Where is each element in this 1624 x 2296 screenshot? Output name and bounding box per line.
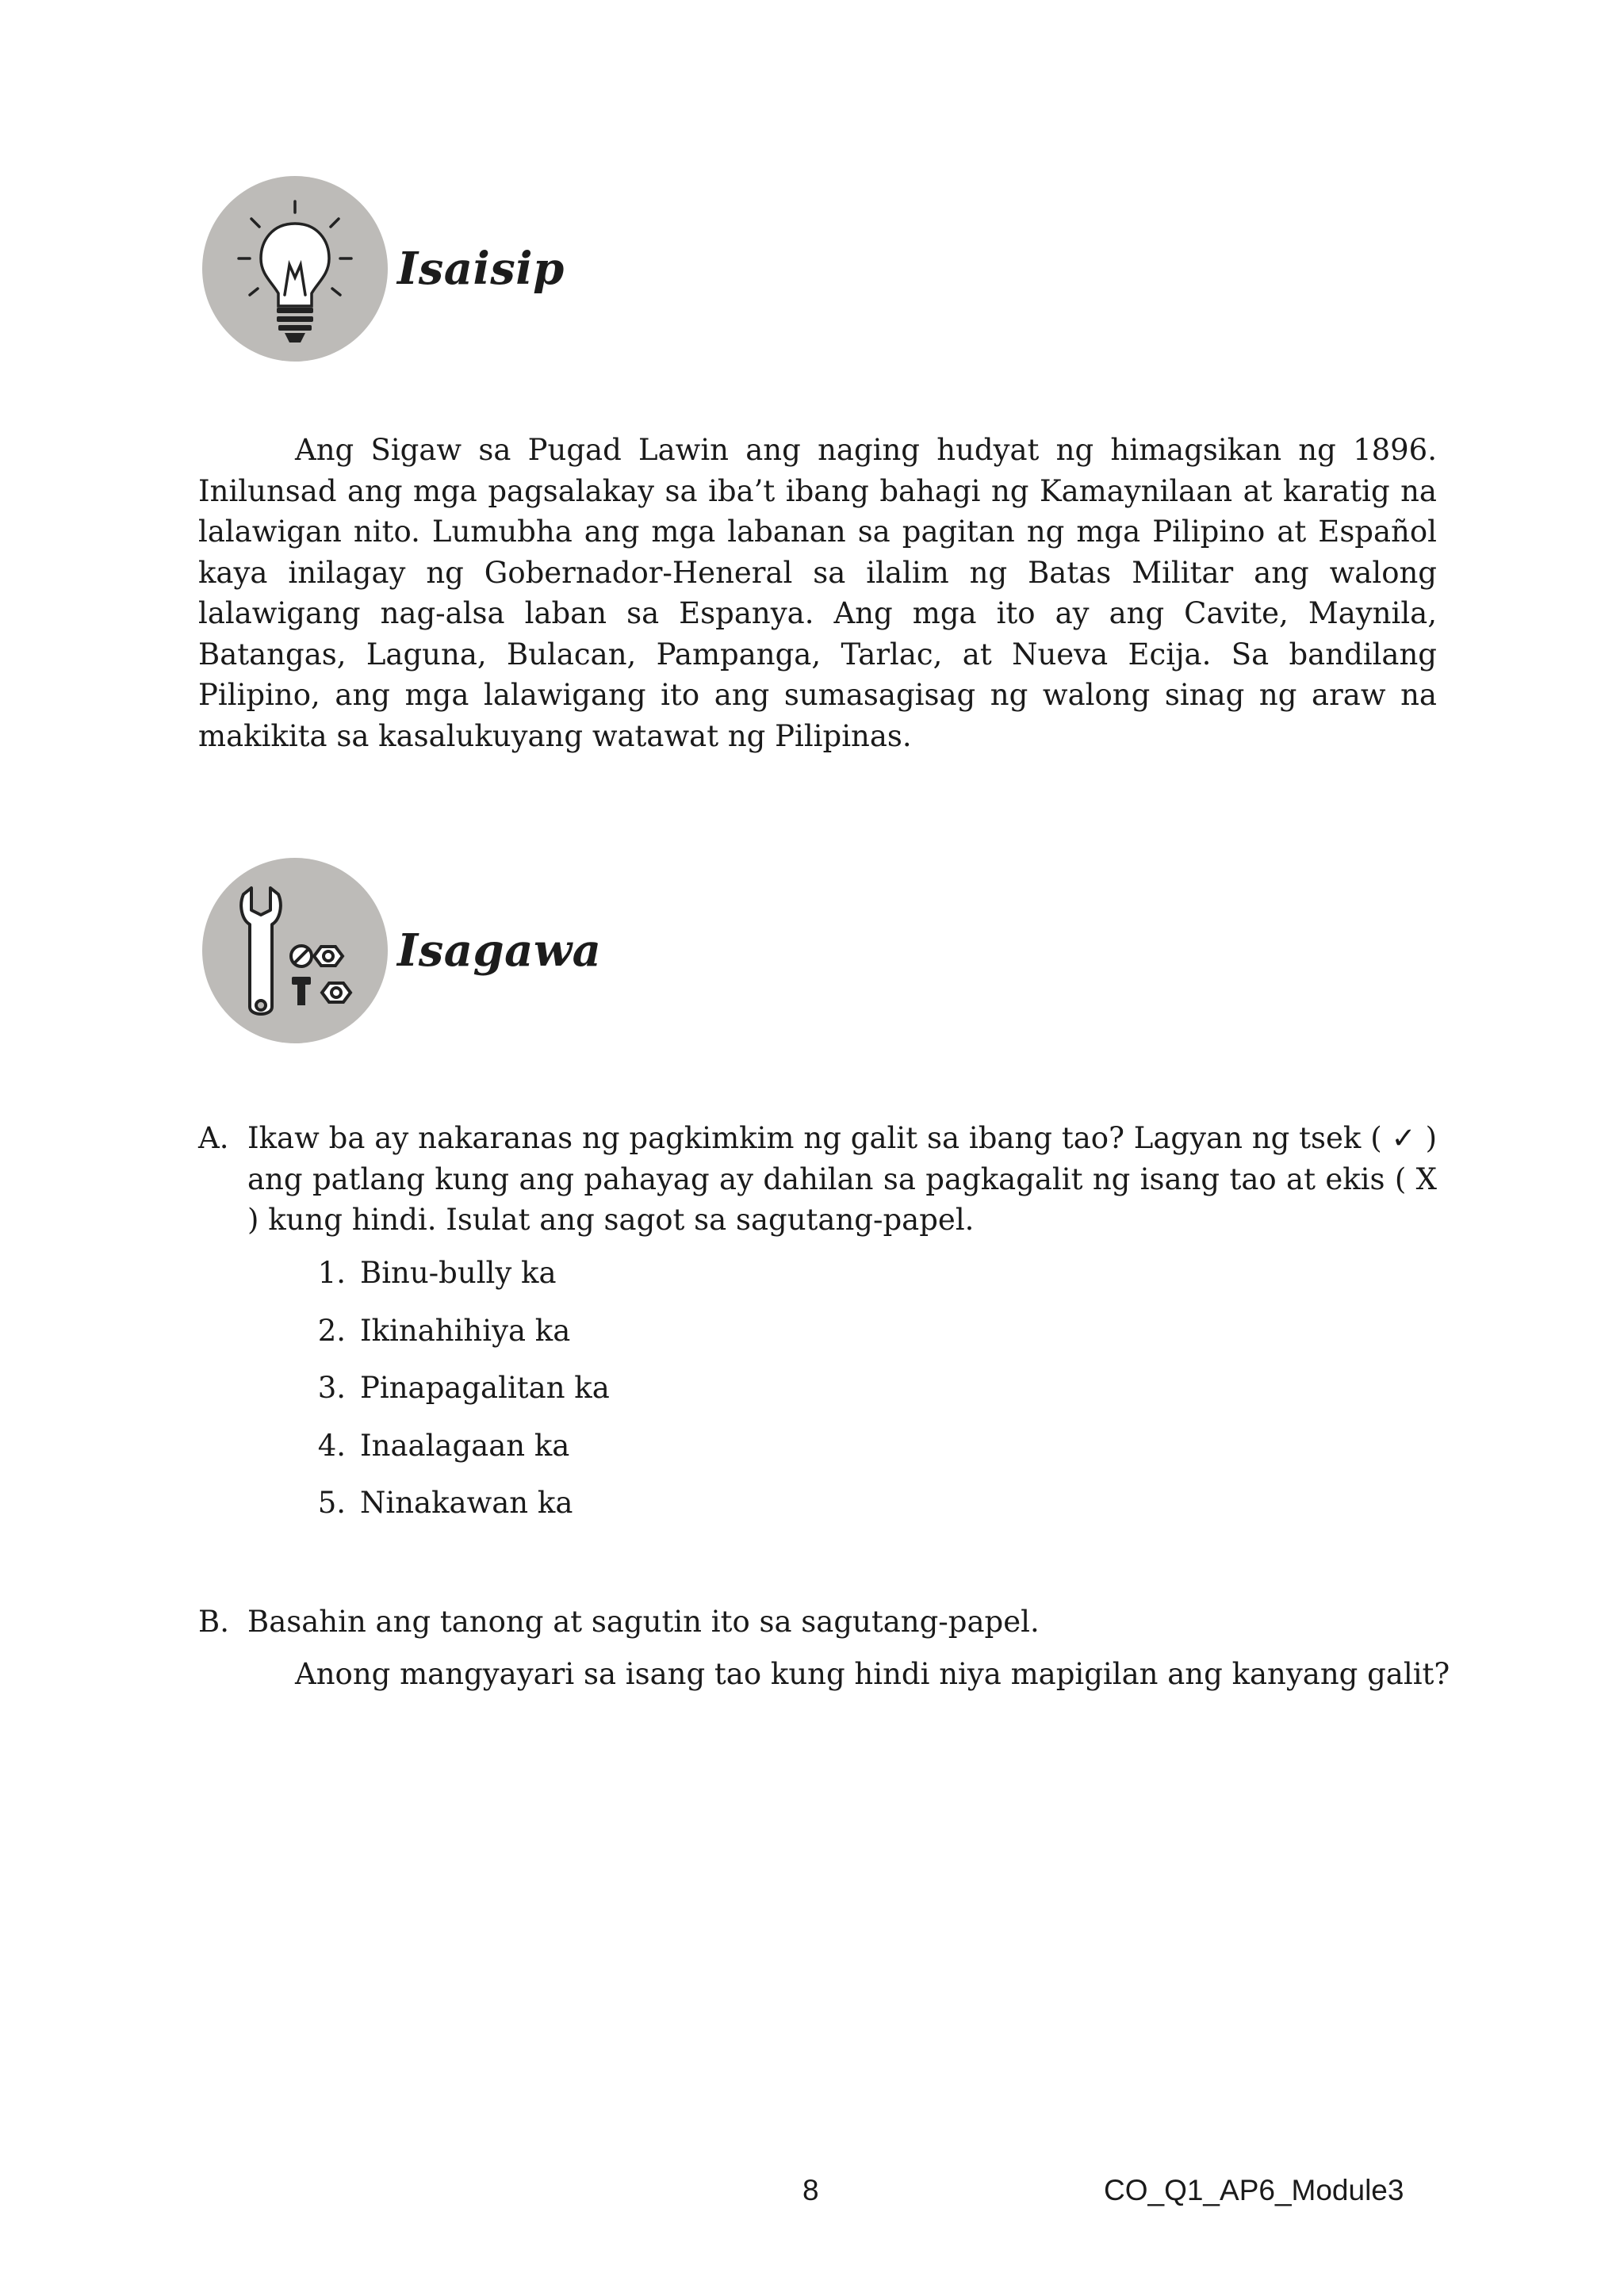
item-text: Ninakawan ka — [360, 1486, 573, 1520]
activity-part-b — [198, 1601, 1437, 1643]
part-a-items — [295, 1254, 610, 1542]
module-code: CO_Q1_AP6_Module3 — [1104, 2174, 1404, 2206]
tools-icon — [202, 858, 388, 1043]
item-text: Inaalagaan ka — [360, 1428, 570, 1463]
isaisip-header — [202, 176, 565, 362]
item-text: Pinapagalitan ka — [360, 1371, 610, 1405]
activity-part-a — [198, 1118, 1437, 1241]
list-item — [295, 1427, 610, 1485]
part-b-question: Anong mangyayari sa isang tao kung hindi niya mapigilan ang kanyang galit? — [295, 1657, 1450, 1691]
list-item — [295, 1254, 610, 1312]
part-a-letter: A. — [198, 1121, 229, 1155]
item-number: 2. — [317, 1313, 346, 1348]
isagawa-header — [202, 858, 601, 1043]
list-item — [295, 1484, 610, 1542]
section-title-isaisip: Isaisip — [397, 243, 565, 295]
part-b-letter: B. — [198, 1605, 229, 1639]
item-number: 4. — [317, 1428, 346, 1463]
item-number: 3. — [317, 1371, 346, 1405]
section-title-isagawa: Isagawa — [397, 924, 602, 977]
item-text: Binu-bully ka — [360, 1256, 557, 1290]
list-item — [295, 1312, 610, 1370]
page-number: 8 — [802, 2174, 819, 2206]
part-b-instruction: Basahin ang tanong at sagutin ito sa sagutang-papel. — [247, 1605, 1040, 1639]
part-a-instruction: Ikaw ba ay nakaranas ng pagkimkim ng galit sa ibang tao? Lagyan ng tsek ( ✓ ) ang patlang kung ang pahayag ay dahilan sa pagkagalit ng isang tao at ekis ( X ) kung hindi. Isulat ang sagot sa sagutang-papel. — [247, 1121, 1437, 1237]
item-number: 1. — [317, 1256, 346, 1290]
item-number: 5. — [317, 1486, 346, 1520]
item-text: Ikinahihiya ka — [360, 1313, 571, 1348]
isaisip-paragraph: Ang Sigaw sa Pugad Lawin ang naging hudyat ng himagsikan ng 1896. Inilunsad ang mga pagsalakay sa iba’t ibang bahagi ng Kamaynilaan at karatig na lalawigan nito. Lumubha ang mga labanan sa pagitan ng mga Pilipino at Español kaya inilagay ng Gobernador-Heneral sa ilalim ng Batas Militar ang walong lalawigang nag-alsa laban sa Espanya. Ang mga ito ay ang Cavite, Maynila, Batangas, Laguna, Bulacan, Pampanga, Tarlac, at Nueva Ecija. Sa bandilang Pilipino, ang mga lalawigang ito ang sumasagisag ng walong sinag ng araw na makikita sa kasalukuyang watawat ng Pilipinas. — [198, 433, 1437, 753]
lightbulb-icon — [202, 176, 388, 362]
list-item — [295, 1369, 610, 1427]
